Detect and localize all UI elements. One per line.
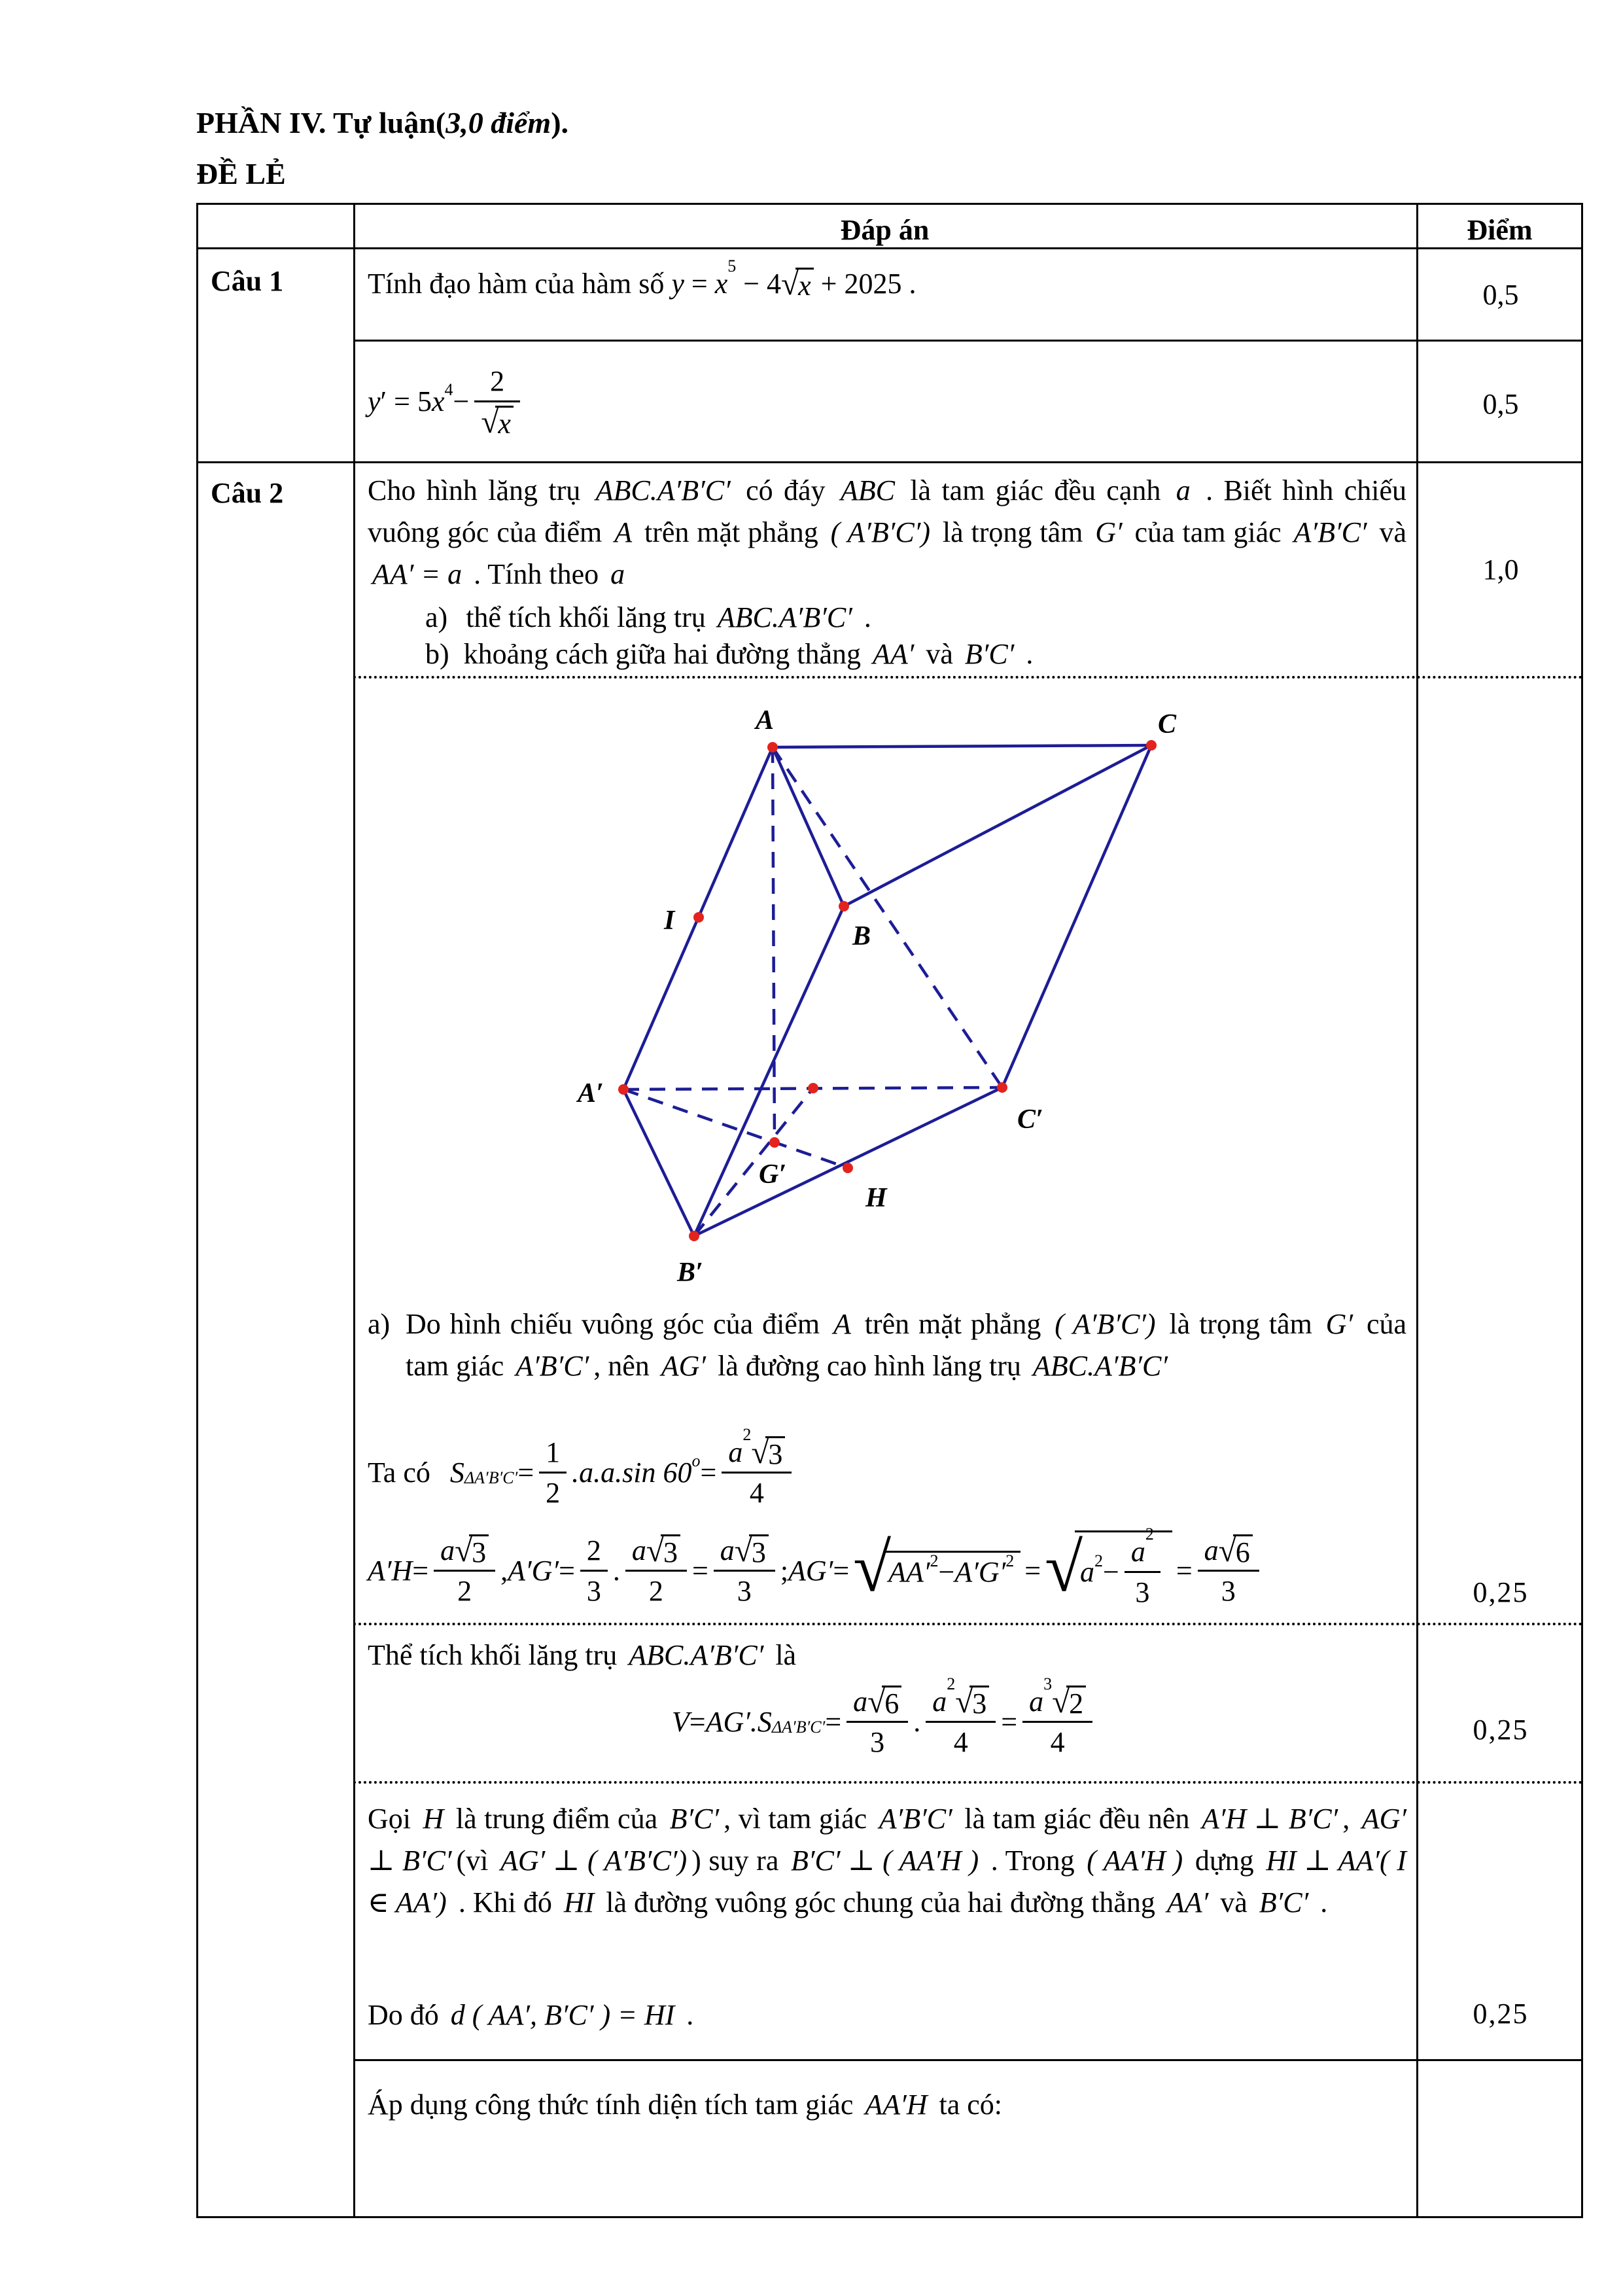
math-radicand: a $^2$ − $\frac{a^2}{3}$ [1075,1530,1172,1610]
math-punct: . [913,1705,921,1738]
dot-Gp [769,1137,780,1148]
points-q1b: 0,5 [1482,388,1519,420]
fraction [474,364,520,438]
math-var: A′G′ [954,1556,1006,1588]
text-run: Gọi [368,1803,419,1835]
question-1-prompt [368,256,1401,305]
text-run: , [1342,1803,1357,1835]
text-run: AA′ [1166,1886,1209,1918]
dot-Ap [618,1084,629,1095]
fraction [1125,1525,1161,1609]
math-radicand: 2 [1066,1686,1086,1718]
text-run: (vì [456,1845,497,1877]
fraction [434,1534,495,1608]
fraction-numerator: 2 [474,364,520,402]
label-Cp: C′ [1017,1104,1043,1135]
fraction [714,1534,775,1608]
points-q2-statement: 1,0 [1482,554,1519,586]
label-Ap: A′ [578,1078,604,1108]
text-run: H [423,1803,444,1835]
math-exponent: 5 [727,256,737,276]
math-var: a [440,1534,455,1566]
sqrt-icon: √ [1218,1532,1236,1568]
fraction-denominator: 4 [1050,1725,1065,1758]
text-run: AA′ [873,638,915,670]
list-marker: a) [368,1308,391,1340]
sqrt-expression [735,1534,769,1567]
sqrt-icon: √ [481,403,499,440]
item-b-text [464,638,1034,670]
fraction-denominator: 3 [586,1574,601,1607]
fraction [1198,1534,1259,1608]
fraction [625,1534,687,1608]
text-run: . Tính theo [466,558,606,590]
dot-A [767,742,778,752]
sqrt-icon: √ [734,1532,752,1568]
label-I: I [664,906,675,936]
edge-Bp-M [694,1088,813,1236]
text-run: ABC.A′B′C′ [629,1639,764,1671]
text-run: là [768,1639,797,1671]
text-run: là tam giác đều cạnh [899,474,1172,506]
column-divider-question [353,203,355,2218]
text-run: HI [563,1886,595,1918]
column-divider-points [1416,203,1418,2218]
text-run: A [614,516,633,548]
sqrt-icon: √ [1045,1528,1083,1606]
dot-H [843,1163,853,1173]
label-Bp: B′ [677,1258,703,1288]
edge-Bp-Cp [694,1087,1002,1236]
text-run: Cho hình lăng trụ [368,474,591,506]
text-run: là trọng tâm [1160,1308,1321,1340]
text-run: Do đó [368,1999,446,2031]
math-var: AG′ [788,1554,833,1587]
math-var: a [728,1436,743,1468]
fraction-numerator [714,1534,775,1572]
text-run: . [1313,1886,1328,1918]
exam-variant-label: ĐỀ LẺ [196,157,286,190]
label-B: B [852,921,871,951]
math-var: a [1204,1534,1219,1566]
fraction-denominator: 4 [749,1476,764,1509]
sqrt-expression [867,1683,901,1720]
points-q2-volume: 0,25 [1473,1714,1529,1746]
sqrt-icon: √ [455,1532,473,1568]
text-run: B′C′ [669,1803,720,1835]
math-op: = [684,268,715,300]
text-run: . [856,601,871,633]
dot-C [1146,740,1157,751]
math-exponent: 2 [1145,1525,1154,1544]
math-op: = [825,1705,842,1738]
fraction-denominator: 2 [648,1574,663,1607]
edge-A-C [773,745,1151,747]
fraction [1022,1674,1092,1759]
text-run: ) suy ra [691,1845,786,1877]
text-run: là trung điểm của [448,1803,665,1835]
area-formula: Ta có S $_{\Delta A'B'C'}$ = $\frac{1}{2}$ .a.a.sin 60 $^o$ = $a^2$ √ 3 4 [368,1430,797,1515]
sqrt-icon: √ [646,1532,664,1568]
text-run: ABC [840,474,895,506]
text-run: trên mặt phẳng [637,516,826,548]
text-run: AA′ = a [372,558,462,590]
math-var: x [714,268,728,300]
text-run: d ( AA′, B′C′ ) = HI [450,1999,675,2031]
subrow-divider-volume [353,1781,1583,1784]
text-run: và [1213,1886,1255,1918]
text-run: là đường cao hình lăng trụ [710,1350,1028,1382]
fraction [926,1674,996,1759]
sqrt-expression [955,1683,989,1720]
text-run: là đường vuông góc chung của hai đường thẳng [599,1886,1162,1918]
fraction-numerator: 1 [539,1436,567,1474]
math-op: = [412,1554,429,1587]
text-run: trên mặt phẳng [855,1308,1051,1340]
question-1-text: Tính đạo hàm của hàm số [368,268,672,300]
dot-B [839,901,849,911]
sqrt-icon: √ [867,1683,886,1720]
text-run: thể tích khối lăng trụ [466,601,713,633]
fraction-denominator: 3 [1135,1576,1150,1608]
volume-intro [368,1634,1406,1676]
volume-formula: V = AG′ .S $_{\Delta A'B'C'}$ = a √ 6 3 . $a^2$ √ 3 4 = $a^3$ √ 2 4 [353,1672,1416,1771]
text-run: A′B′C′ [879,1803,952,1835]
fraction [580,1534,608,1608]
math-const: + 2025 [813,268,902,300]
fraction-numerator [434,1534,495,1572]
sqrt-icon: √ [751,1434,769,1470]
label-H: H [865,1183,887,1213]
fraction-denominator: 2 [457,1574,472,1607]
text-run: và [918,638,960,670]
section-title-suffix: ). [551,106,569,139]
text-run: là trọng tâm [935,516,1091,548]
fraction-denominator: 2 [546,1476,561,1509]
math-punct: , [500,1554,508,1587]
answer-1-formula: y ′ = 5 x $^4$ − 2 √ x [368,359,525,444]
math-punct: ; [780,1554,789,1587]
math-var: a [720,1534,735,1566]
math-op: − [1103,1556,1119,1588]
subrow-divider-distance [353,2059,1583,2061]
sqrt-icon: √ [1052,1683,1070,1720]
vertex-dots [618,740,1157,1241]
math-op: = [1024,1554,1041,1587]
section-title [196,105,568,141]
math-op: = [689,1705,706,1738]
apply-formula-intro [368,2084,1406,2126]
row-divider-q1-q2 [196,461,1583,463]
math-op: − [938,1556,955,1588]
subrow-divider-height [353,1623,1583,1625]
question-2-statement [368,470,1406,595]
math-var: a [1029,1685,1044,1718]
dot-M [808,1083,818,1093]
math-var: a [1080,1556,1095,1588]
sqrt-expression [455,1534,489,1567]
text-run: ( A′B′C′) [1055,1308,1156,1340]
text-run: A′H ⊥ B′C′ [1201,1803,1338,1835]
text-run: a [610,558,625,590]
distance-conclusion [368,1994,693,2036]
sqrt-expression [481,403,514,440]
text-run: A′B′C′ [1293,516,1367,548]
solution-a-text [406,1303,1406,1387]
text-run: . [679,1999,694,2031]
sqrt-icon: √ [781,266,799,302]
math-op: = [833,1554,850,1587]
math-radicand: 3 [969,1686,989,1718]
math-op: = [1001,1705,1018,1738]
math-var: V [671,1705,689,1738]
subrow-divider-statement [353,676,1583,679]
text-run: ta có: [932,2089,1003,2121]
fraction [539,1436,567,1510]
text-run: ABC.A′B′C′ [717,601,852,633]
sqrt-expression [1052,1683,1086,1720]
math-var: a [932,1685,947,1718]
text-run: Áp dụng công thức tính diện tích tam giác [368,2089,861,2121]
text-run: khoảng cách giữa hai đường thẳng [463,638,868,670]
points-q2-distance: 0,25 [1473,1998,1529,2030]
prism-figure [559,701,1197,1300]
sqrt-expression [646,1534,680,1567]
edge-B-C [844,745,1151,906]
fraction [722,1424,792,1510]
text-run: A [833,1308,851,1340]
points-q2-height: 0,25 [1473,1576,1529,1608]
math-exponent: 3 [1043,1674,1053,1693]
question-1-label: Câu 1 [211,265,284,297]
text-run: B′C′ [1259,1886,1309,1918]
sqrt-expression-big [853,1528,1021,1606]
text-run: , vì tam giác [724,1803,875,1835]
math-op: = [559,1554,575,1587]
fraction-numerator [722,1424,792,1474]
math-radicand: 3 [765,1436,785,1469]
math-var: S [449,1456,464,1489]
sqrt-expression [751,1436,785,1469]
text-run: . [1019,638,1034,670]
item-a-text [466,601,871,633]
math-punct: . [612,1554,620,1587]
text-run: AG′ ⊥ B′C′ [368,1803,1406,1877]
sqrt-expression [781,268,814,300]
table-header-answer: Đáp án [840,214,930,246]
text-run: ( A′B′C′) [830,516,930,548]
text-run: . Khi đó [451,1886,559,1918]
math-radicand: 3 [749,1534,769,1567]
fraction-denominator: 4 [953,1725,968,1758]
sqrt-expression [1219,1534,1253,1567]
text-run: dựng [1187,1845,1262,1877]
text-run: của tam giác [1126,516,1289,548]
text-run: của tam giác [406,1308,1407,1382]
math-var: AA′ [888,1556,930,1588]
sqrt-expression-big [1045,1525,1172,1610]
math-var: .S [750,1705,772,1738]
math-var: x [431,385,445,417]
text-run: , nên [593,1350,657,1382]
fraction-numerator [846,1685,908,1723]
vertex-labels [576,705,1177,1288]
math-period: . [901,268,916,300]
fraction-denominator: 3 [737,1574,752,1607]
fraction-numerator [1022,1674,1092,1723]
text-run: G′ [1325,1308,1353,1340]
text-run: G′ [1095,516,1123,548]
fraction-numerator [926,1674,996,1723]
text-run: ABC.A′B′C′ [1032,1350,1168,1382]
label-A: A [756,705,775,735]
solution-a-paragraph [368,1303,1406,1387]
height-formula [368,1525,1265,1616]
dot-Cp [997,1082,1007,1093]
text-run: có đáy [735,474,836,506]
dot-I [693,912,704,923]
question-2-item-a [425,597,871,639]
math-radicand: 3 [469,1534,489,1567]
row-divider-q1 [353,340,1583,342]
fraction [846,1685,908,1759]
label-Gp: G′ [759,1159,787,1190]
question-2-item-b [425,633,1033,675]
math-radicand: 6 [882,1686,901,1718]
math-var: y [671,268,684,300]
fraction-denominator: 3 [870,1725,885,1758]
math-var: a [1130,1536,1145,1568]
fraction-denominator: 3 [1221,1574,1236,1607]
text-run: Thể tích khối lăng trụ [368,1639,625,1671]
math-op: ′ = 5 [380,385,432,417]
text-run: AG′ ⊥ ( A′B′C′) [500,1845,688,1877]
sqrt-icon: √ [853,1528,892,1606]
text-run: HI ⊥ AA′( I ∈ AA′) [368,1845,1406,1918]
math-op: = [517,1456,534,1489]
text-run: . Biết hình chiếu vuông góc của điểm [368,474,1407,548]
text-run: AA′H [865,2089,928,2121]
table-header-points: Điểm [1467,214,1533,246]
hidden-edges [623,747,1002,1236]
list-marker: a) [425,601,448,633]
math-var: AG′ [705,1705,750,1738]
list-marker: b) [425,638,449,670]
fraction-numerator [625,1534,687,1572]
text-run: Do hình chiếu vuông góc của điểm [406,1308,829,1340]
fraction-numerator: 2 [580,1534,608,1572]
text-run: B′C′ [964,638,1015,670]
math-op: = [1176,1554,1193,1587]
math-op: = [700,1456,717,1489]
math-op: − 4 [736,268,782,300]
text-run: . Trong [983,1845,1083,1877]
text-run: và [1371,516,1406,548]
math-var: A′H [368,1554,413,1587]
text-run: AG′ [661,1350,707,1382]
fraction-numerator [1198,1534,1259,1572]
math-var: a [853,1685,868,1718]
edge-A-Cp [773,747,1002,1087]
edge-C-Cp [1002,745,1151,1087]
math-var: y [368,385,381,417]
math-expr: .a.a.sin 60 [572,1456,692,1489]
fraction-denominator [474,402,520,438]
math-op: − [453,385,470,417]
sqrt-icon: √ [955,1683,973,1720]
formula-lead: Ta có [368,1456,430,1489]
math-radicand: 6 [1233,1534,1253,1567]
text-run: a [1176,474,1191,506]
math-exponent: 2 [947,1674,956,1693]
math-radicand: AA′ $^2$ − A′G′ $^2$ [883,1551,1021,1590]
label-C: C [1158,709,1177,739]
section-title-prefix: PHẦN IV. Tự luận( [196,106,446,139]
question-2-label: Câu 2 [211,477,284,509]
math-op: = [691,1554,708,1587]
section-title-points: 3,0 điểm [445,106,551,139]
points-q1a: 0,5 [1482,279,1519,311]
solid-edges [623,745,1151,1236]
text-run: là tam giác đều nên [956,1803,1197,1835]
fraction-numerator [1125,1525,1161,1573]
dot-Bp [689,1231,699,1241]
edge-A-Gp [773,747,775,1142]
text-run: A′B′C′ [515,1350,589,1382]
math-radicand: 3 [661,1534,680,1567]
text-run: B′C′ ⊥ ( AA′H ) [791,1845,979,1877]
edge-A-B [773,747,844,906]
math-var: A′G′ [508,1554,559,1587]
text-run: ( AA′H ) [1087,1845,1183,1877]
text-run: ABC.A′B′C′ [595,474,731,506]
distance-paragraph [368,1798,1406,1924]
math-var: a [631,1534,646,1566]
math-exponent: 2 [742,1424,752,1444]
math-radicand: x [495,406,514,438]
math-radicand: x [795,268,814,300]
